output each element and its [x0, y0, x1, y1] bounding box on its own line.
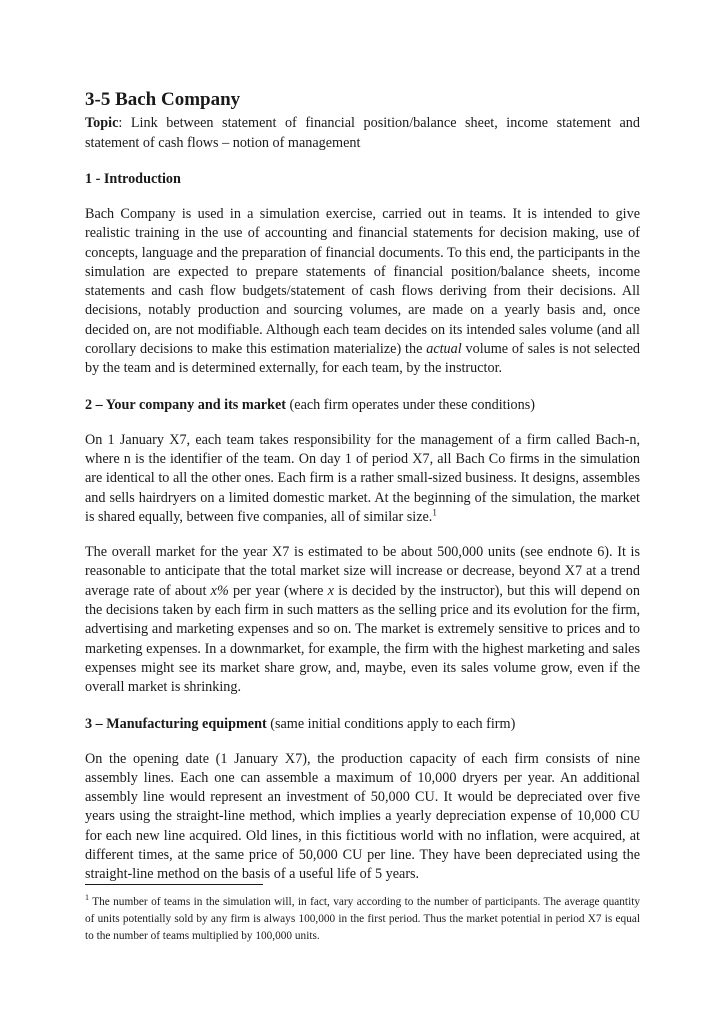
paragraph-market: [85, 543, 640, 697]
emphasis-text: x%: [210, 582, 229, 599]
paragraph-manufacturing: [85, 750, 640, 885]
footnote-separator: [85, 884, 263, 885]
section-heading-company-market: [85, 395, 640, 415]
section-heading-title: 1 - Introduction: [85, 171, 181, 187]
paragraph-text: On 1 January X7, each team takes responsibility for the management of a firm called Bach-n, where n is the identifier of the team. On day 1 of period X7, all Bach Co firms in the simulation are identical to all the other ones. Each firm is a rather small-sized business. It designs, assembles and sells hairdryers on a limited domestic market. At the beginning of the simulation, the market is shared equally, between five companies, all of similar size.: [85, 431, 640, 525]
paragraph-text: per year (where: [228, 582, 328, 599]
footnote-marker: 1: [85, 893, 89, 903]
topic-label: Topic: [85, 115, 119, 131]
paragraph-text: The overall market for the year X7 is estimated to be about 500,000 units (see endnote 6). It is reasonable to anticipate that the total market size will increase or decrease, beyond X7 at a trend average rate of about: [85, 544, 640, 599]
footnote: [85, 894, 640, 945]
section-heading-note: (same initial conditions apply to each firm): [266, 715, 516, 732]
paragraph-introduction: [85, 205, 640, 379]
footnote-reference[interactable]: 1: [432, 507, 437, 518]
document-page: [85, 88, 640, 885]
section-heading-title: 2 – Your company and its market: [85, 396, 286, 413]
document-title: 3-5 Bach Company: [85, 89, 241, 110]
section-heading-note: (each firm operates under these conditions): [286, 396, 535, 413]
emphasis-text: actual: [426, 341, 462, 358]
topic-text: : Link between statement of financial position/balance sheet, income statement and statement of cash flows – notion of management: [85, 115, 640, 151]
paragraph-text: is decided by the instructor), but this will depend on the decisions taken by each firm in such matters as the selling price and its evolution for the firm, advertising and marketing expenses and so on. The market is extremely sensitive to prices and to marketing expenses. In a downmarket, for example, the firm with the highest marketing and sales expenses might see its market share grow, and, maybe, even its sales volume grow, even if the overall market is shrinking.: [85, 582, 640, 696]
paragraph-text: volume of sales is not selected by the team and is determined externally, for each team, by the instructor.: [85, 341, 640, 377]
paragraph-text: Bach Company is used in a simulation exercise, carried out in teams. It is intended to give realistic training in the use of accounting and financial statements for decision making, use of concepts, language and the preparation of financial documents. To this end, the participants in the simulation are expected to prepare statements of financial position/balance sheets, income statements and cash flow budgets/statement of cash flows deriving from their decisions. All decisions, notably production and sourcing volumes, are made on a yearly basis and, once decided on, are not modifiable. Although each team decides on its intended sales volume (and all corollary decisions to make this estimation materialize) the: [85, 206, 640, 358]
paragraph-company: [85, 431, 640, 527]
footnote-text: The number of teams in the simulation will, in fact, vary according to the number of participants. The average quantity of units potentially sold by any firm is always 100,000 in the first period. Thus the market potential in period X7 is equal to the number of teams multiplied by 100,000 units.: [85, 896, 640, 942]
topic-line: [85, 113, 640, 153]
emphasis-text: x: [327, 582, 334, 599]
section-heading-introduction: [85, 169, 640, 189]
paragraph-text: On the opening date (1 January X7), the production capacity of each firm consists of nine assembly lines. Each one can assemble a maximum of 10,000 dryers per year. An additional assembly line would represent an investment of 50,000 CU. It would be depreciated over five years using the straight-line method, which implies a yearly depreciation expense of 10,000 CU for each new line acquired. Old lines, in this fictitious world with no inflation, were acquired, at different times, at the same price of 50,000 CU per line. They have been depreciated using the straight-line method on the basis of a useful life of 5 years.: [85, 750, 640, 883]
section-heading-title: 3 – Manufacturing equipment: [85, 715, 267, 732]
section-heading-manufacturing: [85, 714, 640, 734]
